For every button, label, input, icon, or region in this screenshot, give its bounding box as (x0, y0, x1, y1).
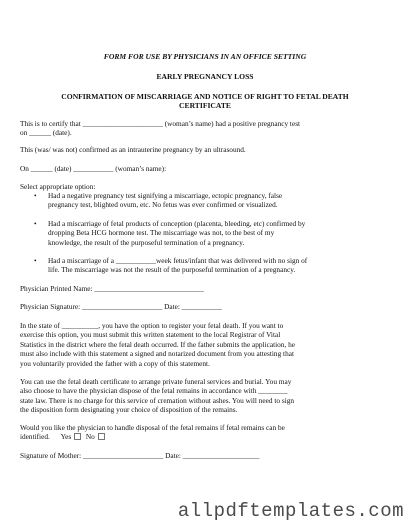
paragraph-line: also choose to have the physician dispose of the fetal remains in accordance with ________ (20, 386, 288, 396)
form-subtitle-line2: CERTIFICATE (179, 101, 231, 110)
state-paragraph (20, 321, 388, 368)
option-fetus-delivered (34, 256, 398, 275)
dispose-question-line1: Would you like the physician to handle disposal of the fetal remains if fetal remains can be (20, 423, 285, 432)
paragraph-line: exercise this option, you must submit this written statement to the local Registrar of Vital (20, 330, 281, 340)
dispose-question-line2: identified. Yes No (20, 432, 388, 441)
paragraph-line: Statistics in the district where the fetal death occurred. If the father submits the application, he (20, 339, 295, 349)
form-use-heading: FORM FOR USE BY PHYSICIANS IN AN OFFICE SETTING (103, 52, 307, 61)
paragraph-line: In the state of __________, you have the option to register your fetal death. If you want to (20, 321, 284, 330)
yes-label: Yes (60, 432, 72, 442)
bullet-icon: • (34, 191, 37, 200)
no-label: No (85, 432, 95, 442)
option-line: life. The miscarriage was not the result of the purposeful termination of a pregnancy. (48, 265, 296, 275)
option-line: Had a miscarriage of fetal products of conception (placenta, bleeding, etc) confirmed by (48, 219, 306, 228)
option-beta-hcg (34, 219, 398, 247)
select-option-label: Select appropriate option: (20, 182, 96, 191)
option-line: dropping Beta HCG hormone test. The miscarriage was not, to the best of my (48, 228, 275, 238)
paragraph-line: you voluntarily provided the father with a copy of this statement. (20, 358, 210, 368)
paragraph-line: the disposition form designating your choice of disposition of the remains. (20, 405, 238, 415)
option-negative-test (34, 191, 398, 210)
mother-signature-line: Signature of Mother: ______________________ Date: _____________________ (20, 451, 260, 460)
on-date-line: On ______ (date) ___________ (woman’s name): (20, 164, 167, 173)
paragraph-line: must also include with this statement a signed and notarized document from you attesting that (20, 349, 294, 359)
bullet-icon: • (34, 219, 37, 228)
paragraph-line: state law. There is no charge for this service of cremation without ashes. You will need to sign (20, 395, 295, 405)
bullet-icon: • (34, 256, 37, 265)
physician-signature-line: Physician Signature: ______________________ Date: ___________ (20, 302, 222, 311)
form-title: EARLY PREGNANCY LOSS (156, 72, 254, 81)
option-line: Had a negative pregnancy test signifying a miscarriage, ectopic pregnancy, false (48, 191, 283, 200)
no-checkbox[interactable] (98, 433, 105, 440)
dispose-question (20, 423, 388, 442)
watermark: allpdftemplates.com (177, 500, 404, 522)
certify-line2: on ______ (date). (20, 128, 72, 137)
paragraph-line: You can use the fetal death certificate to arrange private funeral services and burial. You may (20, 377, 292, 386)
form-subtitle-line1: CONFIRMATION OF MISCARRIAGE AND NOTICE OF RIGHT TO FETAL DEATH (61, 92, 349, 101)
certify-line1: This is to certify that ______________________ (woman’s name) had a positive pregnancy test (20, 119, 301, 128)
physician-printed-name: Physician Printed Name: ______________________________ (20, 284, 204, 293)
yes-checkbox[interactable] (74, 433, 81, 440)
option-line: Had a miscarriage of a ___________week fetus/infant that was delivered with no sign of (48, 256, 308, 265)
ultrasound-statement: This (was/ was not) confirmed as an intrauterine pregnancy by an ultrasound. (20, 145, 246, 154)
burial-paragraph (20, 377, 388, 415)
option-line: pregnancy test, blighted ovum, etc. No fetus was ever confirmed or visualized. (48, 200, 278, 210)
option-line: knowledge, the result of the purposeful termination of a pregnancy. (48, 237, 245, 247)
